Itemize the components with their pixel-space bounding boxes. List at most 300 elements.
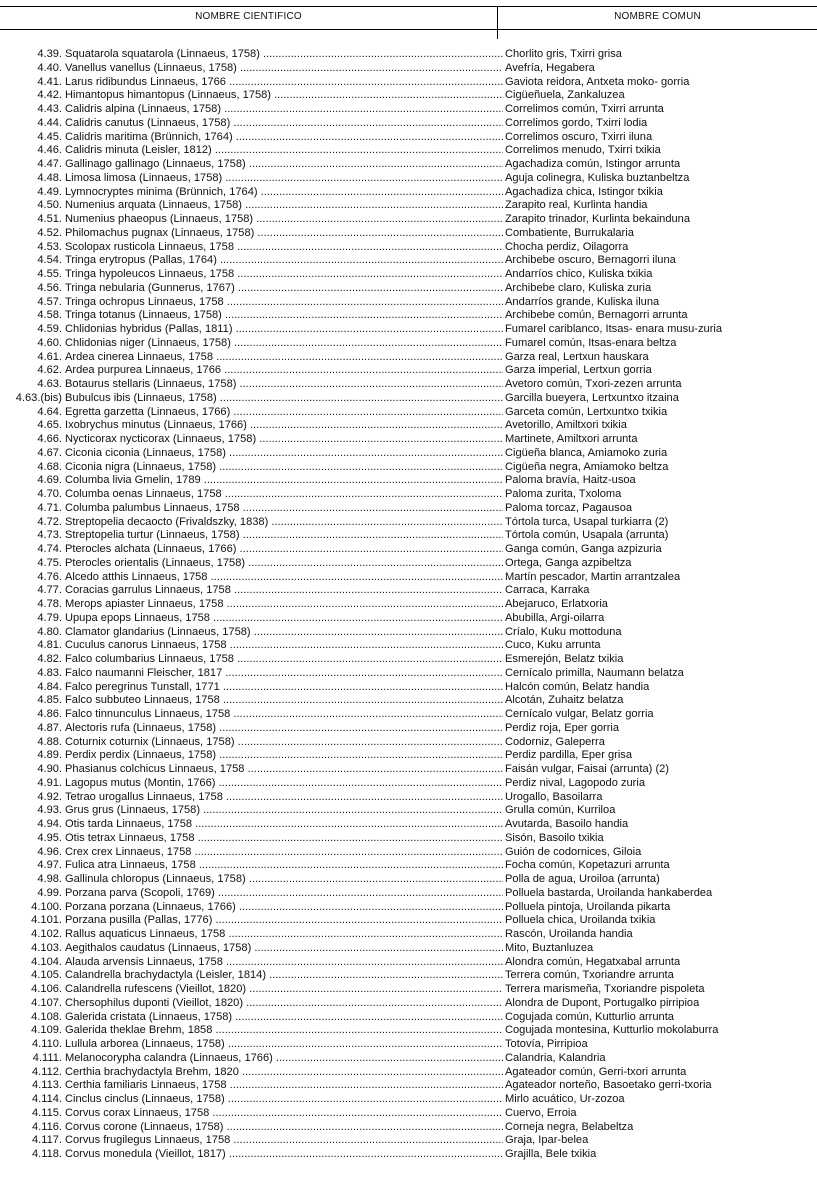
row-number: 4.88. <box>37 735 62 748</box>
common-name: Abejaruco, Erlatxoria <box>505 598 608 610</box>
row-number: 4.76. <box>37 570 62 583</box>
scientific-name: Corvus corax Linnaeus, 1758 ..... <box>65 1107 503 1121</box>
table-row <box>0 103 817 117</box>
common-name: Zarapito trinador, Kurlinta bekainduna <box>505 213 691 225</box>
row-number: 4.86. <box>37 708 62 720</box>
table-row <box>0 48 817 62</box>
common-name: Mito, Buztanluzea <box>505 941 594 954</box>
row-number: 4.89. <box>37 749 62 762</box>
row-number: 4.45. <box>37 130 62 143</box>
row-number: 4.118. <box>31 1148 62 1160</box>
table-row <box>0 337 817 351</box>
scientific-name: Clamator glandarius (Linnaeus, 1758) ..... <box>65 626 503 640</box>
table-row <box>0 227 817 241</box>
table-row <box>0 804 817 818</box>
row-number: 4.82. <box>37 653 62 665</box>
row-number: 4.51. <box>37 213 62 225</box>
scientific-name: Lagopus mutus (Montin, 1766) ..... <box>65 777 503 791</box>
row-number: 4.93. <box>37 804 62 817</box>
row-number: 4.63. <box>37 378 62 390</box>
scientific-name: Galerida cristata (Linnaeus, 1758) ..... <box>65 1011 503 1025</box>
common-name: Abubilla, Argi-oilarra <box>505 611 605 624</box>
row-number: 4.102. <box>31 928 62 940</box>
table-row <box>0 584 817 598</box>
row-number: 4.84. <box>37 680 62 693</box>
scientific-name: Bubulcus ibis (Linnaeus, 1758) ..... <box>65 392 503 406</box>
row-number: 4.117. <box>31 1134 62 1147</box>
row-number: 4.46. <box>37 144 62 157</box>
table-row <box>0 722 817 736</box>
common-name: Codorniz, Galeperra <box>505 735 605 748</box>
scientific-name: Certhia brachydactyla Brehm, 1820 ..... <box>65 1066 503 1080</box>
row-number: 4.68. <box>37 460 62 473</box>
scientific-name: Otis tetrax Linnaeus, 1758 ..... <box>65 832 503 846</box>
row-number: 4.64. <box>37 405 62 418</box>
scientific-name: Tringa totanus (Linnaeus, 1758) ..... <box>65 309 503 323</box>
row-number: 4.90. <box>37 763 62 775</box>
row-number: 4.42. <box>37 89 62 102</box>
row-number: 4.52. <box>37 226 62 239</box>
common-name: Alondra común, Hegatxabal arrunta <box>505 955 681 968</box>
table-row <box>0 543 817 557</box>
row-number: 4.110. <box>31 1038 62 1050</box>
table-row <box>0 351 817 365</box>
common-name: Garza imperial, Lertxun gorria <box>505 364 652 377</box>
scientific-name: Tetrao urogallus Linnaeus, 1758 ..... <box>65 791 503 805</box>
header-top-rule <box>0 6 817 7</box>
row-number: 4.107. <box>31 996 62 1009</box>
table-row <box>0 144 817 158</box>
scientific-name: Calidris alpina (Linnaeus, 1758) ..... <box>65 103 503 117</box>
row-number: 4.81. <box>37 639 62 652</box>
row-number: 4.98. <box>37 873 62 885</box>
scientific-name: Columba oenas Linnaeus, 1758 ..... <box>65 488 503 502</box>
scientific-name: Numenius phaeopus (Linnaeus, 1758) ..... <box>65 213 503 227</box>
common-name: Faisán vulgar, Faisai (arrunta) (2) <box>505 763 670 775</box>
common-name: Cogujada común, Kutturlio arrunta <box>505 1010 674 1023</box>
scientific-name: Corvus monedula (Vieillot, 1817) ..... <box>65 1148 503 1162</box>
common-name: Corneja negra, Belabeltza <box>505 1120 634 1133</box>
table-row <box>0 172 817 186</box>
common-name: Carraca, Karraka <box>505 584 590 597</box>
common-name: Polluela pintoja, Uroilanda pikarta <box>505 900 671 913</box>
scientific-name: Philomachus pugnax (Linnaeus, 1758) ..... <box>65 227 503 241</box>
table-row <box>0 983 817 997</box>
common-name: Focha común, Kopetazuri arrunta <box>505 859 670 872</box>
table-row <box>0 474 817 488</box>
row-number: 4.56. <box>37 281 62 294</box>
common-name: Cigüeña blanca, Amiamoko zuria <box>505 446 668 459</box>
common-name: Ganga común, Ganga azpizuria <box>505 543 662 555</box>
row-number: 4.108. <box>31 1010 62 1023</box>
common-name: Tórtola turca, Usapal turkiarra (2) <box>505 515 669 528</box>
scientific-name: Aegithalos caudatus (Linnaeus, 1758) ..... <box>65 942 503 956</box>
scientific-name: Corvus corone (Linnaeus, 1758) ..... <box>65 1121 503 1135</box>
row-number: 4.109. <box>31 1024 62 1037</box>
table-row <box>0 791 817 805</box>
row-number: 4.95. <box>37 831 62 844</box>
row-number: 4.67. <box>37 446 62 459</box>
common-name: Ortega, Ganga azpibeltza <box>505 556 632 569</box>
scientific-name: Columba palumbus Linnaeus, 1758 ..... <box>65 502 503 516</box>
common-name: Cigüeña negra, Amiamoko beltza <box>505 460 669 473</box>
table-row <box>0 653 817 667</box>
scientific-name: Corvus frugilegus Linnaeus, 1758 ..... <box>65 1134 503 1148</box>
table-row <box>0 447 817 461</box>
table-row <box>0 557 817 571</box>
common-name: Alondra de Dupont, Portugalko pirripioa <box>505 996 700 1009</box>
table-row <box>0 461 817 475</box>
scientific-name-header: NOMBRE CIENTIFICO <box>195 11 302 22</box>
common-name: Chorlito gris, Txirri grisa <box>505 48 622 60</box>
common-name: Urogallo, Basoilarra <box>505 790 603 803</box>
scientific-name: Squatarola squatarola (Linnaeus, 1758) ..... <box>65 48 503 62</box>
scientific-name: Phasianus colchicus Linnaeus, 1758 ..... <box>65 763 503 777</box>
row-number: 4.77. <box>37 584 62 597</box>
table-row <box>0 529 817 543</box>
row-number: 4.87. <box>37 721 62 734</box>
table-row <box>0 282 817 296</box>
common-name: Rascón, Uroilanda handia <box>505 928 633 940</box>
table-row <box>0 612 817 626</box>
table-row <box>0 749 817 763</box>
row-number: 4.112. <box>31 1065 62 1078</box>
table-row <box>0 199 817 213</box>
scientific-name: Gallinula chloropus (Linnaeus, 1758) ..... <box>65 873 503 887</box>
row-number: 4.49. <box>37 185 62 198</box>
scientific-name: Tringa nebularia (Gunnerus, 1767) ..... <box>65 282 503 296</box>
row-number: 4.111. <box>32 1051 62 1064</box>
common-name: Tórtola común, Usapala (arrunta) <box>505 529 669 542</box>
row-number: 4.97. <box>37 859 62 872</box>
table-row <box>0 1121 817 1135</box>
scientific-name: Lymnocryptes minima (Brünnich, 1764) ..... <box>65 186 503 200</box>
table-row <box>0 694 817 708</box>
scientific-name: Tringa ochropus Linnaeus, 1758 ..... <box>65 296 503 310</box>
table-row <box>0 846 817 860</box>
table-row <box>0 158 817 172</box>
scientific-name: Certhia familiaris Linnaeus, 1758 ..... <box>65 1079 503 1093</box>
common-name: Fumarel común, Itsas-enara beltza <box>505 336 677 349</box>
scientific-name: Pterocles orientalis (Linnaeus, 1758) ..... <box>65 557 503 571</box>
table-row <box>0 241 817 255</box>
table-row <box>0 131 817 145</box>
common-name: Fumarel cariblanco, Itsas- enara musu-zuria <box>505 323 723 335</box>
row-number: 4.54. <box>37 254 62 267</box>
row-number: 4.91. <box>37 776 62 789</box>
row-number: 4.85. <box>37 694 62 707</box>
row-number: 4.79. <box>37 611 62 624</box>
table-row <box>0 433 817 447</box>
row-number: 4.103. <box>31 941 62 954</box>
table-row <box>0 1079 817 1093</box>
common-name: Paloma zurita, Txoloma <box>505 488 622 500</box>
common-name: Perdiz nival, Lagopodo zuria <box>505 776 645 789</box>
scientific-name: Porzana parva (Scopoli, 1769) ..... <box>65 887 503 901</box>
row-number: 4.96. <box>37 845 62 858</box>
row-number: 4.92. <box>37 790 62 803</box>
row-number: 4.78. <box>37 598 62 610</box>
scientific-name: Vanellus vanellus (Linnaeus, 1758) ..... <box>65 62 503 76</box>
table-row <box>0 1148 817 1162</box>
common-name: Sisón, Basoilo txikia <box>505 831 604 844</box>
table-row <box>0 323 817 337</box>
table-row <box>0 914 817 928</box>
common-name: Correlimos oscuro, Txirri iluna <box>505 130 653 143</box>
common-name: Zarapito real, Kurlinta handia <box>505 199 648 212</box>
table-row <box>0 598 817 612</box>
common-name: Polla de agua, Uroiloa (arrunta) <box>505 873 660 885</box>
common-name: Gaviota reidora, Antxeta moko- gorria <box>505 75 690 88</box>
scientific-name: Cuculus canorus Linnaeus, 1758 ..... <box>65 639 503 653</box>
common-name: Avefría, Hegabera <box>505 61 595 74</box>
table-row <box>0 1066 817 1080</box>
row-number: 4.63.(bis) <box>15 391 62 404</box>
table-row <box>0 777 817 791</box>
row-number: 4.115. <box>31 1106 62 1119</box>
common-name: Halcón común, Belatz handia <box>505 680 650 693</box>
row-number: 4.47. <box>37 158 62 170</box>
scientific-name: Streptopelia decaocto (Frivaldszky, 1838) ..... <box>65 516 503 530</box>
common-name: Guión de codornices, Giloia <box>505 845 642 858</box>
header-bottom-rule <box>0 29 817 30</box>
row-number: 4.74. <box>37 543 62 555</box>
common-name: Garcilla bueyera, Lertxuntxo itzaina <box>505 391 679 404</box>
scientific-name: Calidris canutus (Linnaeus, 1758) ..... <box>65 117 503 131</box>
table-row <box>0 186 817 200</box>
common-name: Correlimos gordo, Txirri lodia <box>505 116 648 129</box>
table-row <box>0 62 817 76</box>
common-name: Correlimos común, Txirri arrunta <box>505 103 664 115</box>
row-number: 4.113. <box>31 1079 62 1092</box>
common-name: Archibebe claro, Kuliska zuria <box>505 281 652 294</box>
table-row <box>0 268 817 282</box>
scientific-name: Grus grus (Linnaeus, 1758) ..... <box>65 804 503 818</box>
row-number: 4.72. <box>37 515 62 528</box>
table-row <box>0 708 817 722</box>
scientific-name: Calidris maritima (Brünnich, 1764) ..... <box>65 131 503 145</box>
scientific-name: Limosa limosa (Linnaeus, 1758) ..... <box>65 172 503 186</box>
scientific-name: Numenius arquata (Linnaeus, 1758) ..... <box>65 199 503 213</box>
table-row <box>0 1011 817 1025</box>
common-name: Totovía, Pirripioa <box>505 1038 588 1050</box>
common-name: Agachadiza común, Istingor arrunta <box>505 158 681 170</box>
table-row <box>0 296 817 310</box>
table-row <box>0 502 817 516</box>
row-number: 4.60. <box>37 336 62 349</box>
scientific-name: Cinclus cinclus (Linnaeus, 1758) ..... <box>65 1093 503 1107</box>
row-number: 4.99. <box>37 886 62 899</box>
common-name: Paloma torcaz, Pagausoa <box>505 501 633 514</box>
scientific-name: Ardea purpurea Linnaeus, 1766 ..... <box>65 364 503 378</box>
table-row <box>0 956 817 970</box>
common-name: Terrera común, Txoriandre arrunta <box>505 969 674 982</box>
scientific-name: Nycticorax nycticorax (Linnaeus, 1758) ..... <box>65 433 503 447</box>
common-name: Agachadiza chica, Istingor txikia <box>505 185 663 198</box>
common-name: Perdiz roja, Eper gorria <box>505 721 620 734</box>
scientific-name: Tringa erytropus (Pallas, 1764) ..... <box>65 254 503 268</box>
scientific-name: Columba livia Gmelin, 1789 ..... <box>65 474 503 488</box>
scientific-name: Egretta garzetta (Linnaeus, 1766) ..... <box>65 406 503 420</box>
common-name: Paloma bravía, Haitz-usoa <box>505 474 636 487</box>
common-name: Avetorillo, Amiltxori txikia <box>505 419 627 432</box>
scientific-name: Chlidonias niger (Linnaeus, 1758) ..... <box>65 337 503 351</box>
common-name: Chocha perdiz, Oilagorra <box>505 240 629 253</box>
common-name: Alcotán, Zuhaitz belatza <box>505 694 624 707</box>
common-name: Polluela chica, Uroilanda txikia <box>505 914 656 927</box>
table-row <box>0 639 817 653</box>
common-name: Avetoro común, Txori-zezen arrunta <box>505 378 682 390</box>
table-row <box>0 1038 817 1052</box>
common-name: Cigüeñuela, Zankaluzea <box>505 89 625 102</box>
table-row <box>0 859 817 873</box>
row-number: 4.53. <box>37 240 62 253</box>
common-name: Andarríos chico, Kuliska txikia <box>505 268 653 280</box>
scientific-name: Pterocles alchata (Linnaeus, 1766) ..... <box>65 543 503 557</box>
row-number: 4.70. <box>37 488 62 500</box>
table-row <box>0 1093 817 1107</box>
table-row <box>0 378 817 392</box>
row-number: 4.41. <box>37 75 62 88</box>
table-row <box>0 832 817 846</box>
table-row <box>0 364 817 378</box>
row-number: 4.69. <box>37 474 62 487</box>
common-name: Cernícalo primilla, Naumann belatza <box>505 666 684 679</box>
scientific-name: Gallinago gallinago (Linnaeus, 1758) ..... <box>65 158 503 172</box>
common-name: Grajilla, Bele txikia <box>505 1148 597 1160</box>
row-number: 4.116. <box>31 1120 62 1133</box>
row-number: 4.100. <box>31 900 62 913</box>
scientific-name: Upupa epops Linnaeus, 1758 ..... <box>65 612 503 626</box>
table-row <box>0 928 817 942</box>
scientific-name: Coturnix coturnix (Linnaeus, 1758) ..... <box>65 736 503 750</box>
table-row <box>0 117 817 131</box>
row-number: 4.44. <box>37 116 62 129</box>
common-name: Correlimos menudo, Txirri txikia <box>505 144 661 157</box>
row-number: 4.105. <box>31 969 62 982</box>
row-number: 4.94. <box>37 818 62 830</box>
common-name: Agateador común, Gerri-txori arrunta <box>505 1065 687 1078</box>
table-row <box>0 516 817 530</box>
scientific-name: Larus ridibundus Linnaeus, 1766 ..... <box>65 76 503 90</box>
common-name: Mirlo acuático, Ur-zozoa <box>505 1093 625 1105</box>
scientific-name: Falco subbuteo Linnaeus, 1758 ..... <box>65 694 503 708</box>
row-number: 4.66. <box>37 433 62 445</box>
scientific-name: Ixobrychus minutus (Linnaeus, 1766) ..... <box>65 419 503 433</box>
table-row <box>0 997 817 1011</box>
common-name: Archibebe oscuro, Bernagorri iluna <box>505 254 676 267</box>
common-name: Agateador norteño, Basoetako gerri-txoria <box>505 1079 712 1092</box>
row-number: 4.39. <box>37 48 62 60</box>
table-row <box>0 571 817 585</box>
common-name: Polluela bastarda, Uroilanda hankaberdea <box>505 886 713 899</box>
row-number: 4.80. <box>37 625 62 638</box>
common-name: Aguja colinegra, Kuliska buztanbeltza <box>505 171 690 184</box>
row-number: 4.83. <box>37 666 62 679</box>
row-number: 4.43. <box>37 103 62 115</box>
common-name: Andarríos grande, Kuliska iluna <box>505 295 660 308</box>
table-row <box>0 736 817 750</box>
common-name: Archibebe común, Bernagorri arrunta <box>505 309 688 322</box>
scientific-name: Ciconia nigra (Linnaeus, 1758) ..... <box>65 461 503 475</box>
table-row <box>0 873 817 887</box>
scientific-name: Chersophilus duponti (Vieillot, 1820) ..... <box>65 997 503 1011</box>
scientific-name: Falco peregrinus Tunstall, 1771 ..... <box>65 681 503 695</box>
row-number: 4.50. <box>37 199 62 212</box>
scientific-name: Fulica atra Linnaeus, 1758 ..... <box>65 859 503 873</box>
common-name: Cernícalo vulgar, Belatz gorria <box>505 708 654 720</box>
species-table <box>0 48 817 1162</box>
scientific-name: Galerida theklae Brehm, 1858 ..... <box>65 1024 503 1038</box>
row-number: 4.62. <box>37 364 62 377</box>
scientific-name: Streptopelia turtur (Linnaeus, 1758) ..... <box>65 529 503 543</box>
table-row <box>0 901 817 915</box>
table-row <box>0 1107 817 1121</box>
common-name: Calandria, Kalandria <box>505 1051 606 1064</box>
scientific-name: Falco naumanni Fleischer, 1817 ..... <box>65 667 503 681</box>
scientific-name: Merops apiaster Linnaeus, 1758 ..... <box>65 598 503 612</box>
scientific-name: Calidris minuta (Leisler, 1812) ..... <box>65 144 503 158</box>
table-row <box>0 406 817 420</box>
common-name: Cuco, Kuku arrunta <box>505 639 601 652</box>
scientific-name: Rallus aquaticus Linnaeus, 1758 ..... <box>65 928 503 942</box>
table-row <box>0 392 817 406</box>
scientific-name: Melanocorypha calandra (Linnaeus, 1766) ..... <box>65 1052 503 1066</box>
scientific-name: Tringa hypoleucos Linnaeus, 1758 ..... <box>65 268 503 282</box>
scientific-name: Himantopus himantopus (Linnaeus, 1758) ..... <box>65 89 503 103</box>
scientific-name: Calandrella rufescens (Vieillot, 1820) ..... <box>65 983 503 997</box>
row-number: 4.58. <box>37 309 62 322</box>
table-row <box>0 76 817 90</box>
common-name: Avutarda, Basoilo handia <box>505 818 629 830</box>
row-number: 4.71. <box>37 501 62 514</box>
row-number: 4.104. <box>31 955 62 968</box>
table-row <box>0 969 817 983</box>
common-name-header: NOMBRE COMUN <box>614 11 701 22</box>
table-row <box>0 213 817 227</box>
row-number: 4.61. <box>37 350 62 363</box>
scientific-name: Porzana porzana (Linnaeus, 1766) ..... <box>65 901 503 915</box>
scientific-name: Lullula arborea (Linnaeus, 1758) ..... <box>65 1038 503 1052</box>
table-row <box>0 667 817 681</box>
common-name: Martín pescador, Martin arrantzalea <box>505 570 681 583</box>
scientific-name: Alectoris rufa (Linnaeus, 1758) ..... <box>65 722 503 736</box>
common-name: Combatiente, Burrukalaria <box>505 226 634 239</box>
common-name: Cogujada montesina, Kutturlio mokolaburra <box>505 1024 719 1037</box>
row-number: 4.59. <box>37 323 62 335</box>
table-row <box>0 309 817 323</box>
common-name: Críalo, Kuku mottoduna <box>505 625 622 638</box>
common-name: Terrera marismeña, Txoriandre pispoleta <box>505 983 705 995</box>
table-row <box>0 818 817 832</box>
common-name: Garceta común, Lertxuntxo txikia <box>505 405 668 418</box>
table-row <box>0 763 817 777</box>
row-number: 4.75. <box>37 556 62 569</box>
row-number: 4.73. <box>37 529 62 542</box>
scientific-name: Botaurus stellaris (Linnaeus, 1758) ..... <box>65 378 503 392</box>
table-row <box>0 626 817 640</box>
table-row <box>0 419 817 433</box>
common-name: Cuervo, Erroia <box>505 1106 577 1119</box>
table-row <box>0 89 817 103</box>
scientific-name: Falco columbarius Linnaeus, 1758 ..... <box>65 653 503 667</box>
common-name: Grulla común, Kurriloa <box>505 804 616 817</box>
table-row <box>0 681 817 695</box>
table-row <box>0 254 817 268</box>
scientific-name: Perdix perdix (Linnaeus, 1758) ..... <box>65 749 503 763</box>
row-number: 4.106. <box>31 983 62 995</box>
scientific-name: Ciconia ciconia (Linnaeus, 1758) ..... <box>65 447 503 461</box>
